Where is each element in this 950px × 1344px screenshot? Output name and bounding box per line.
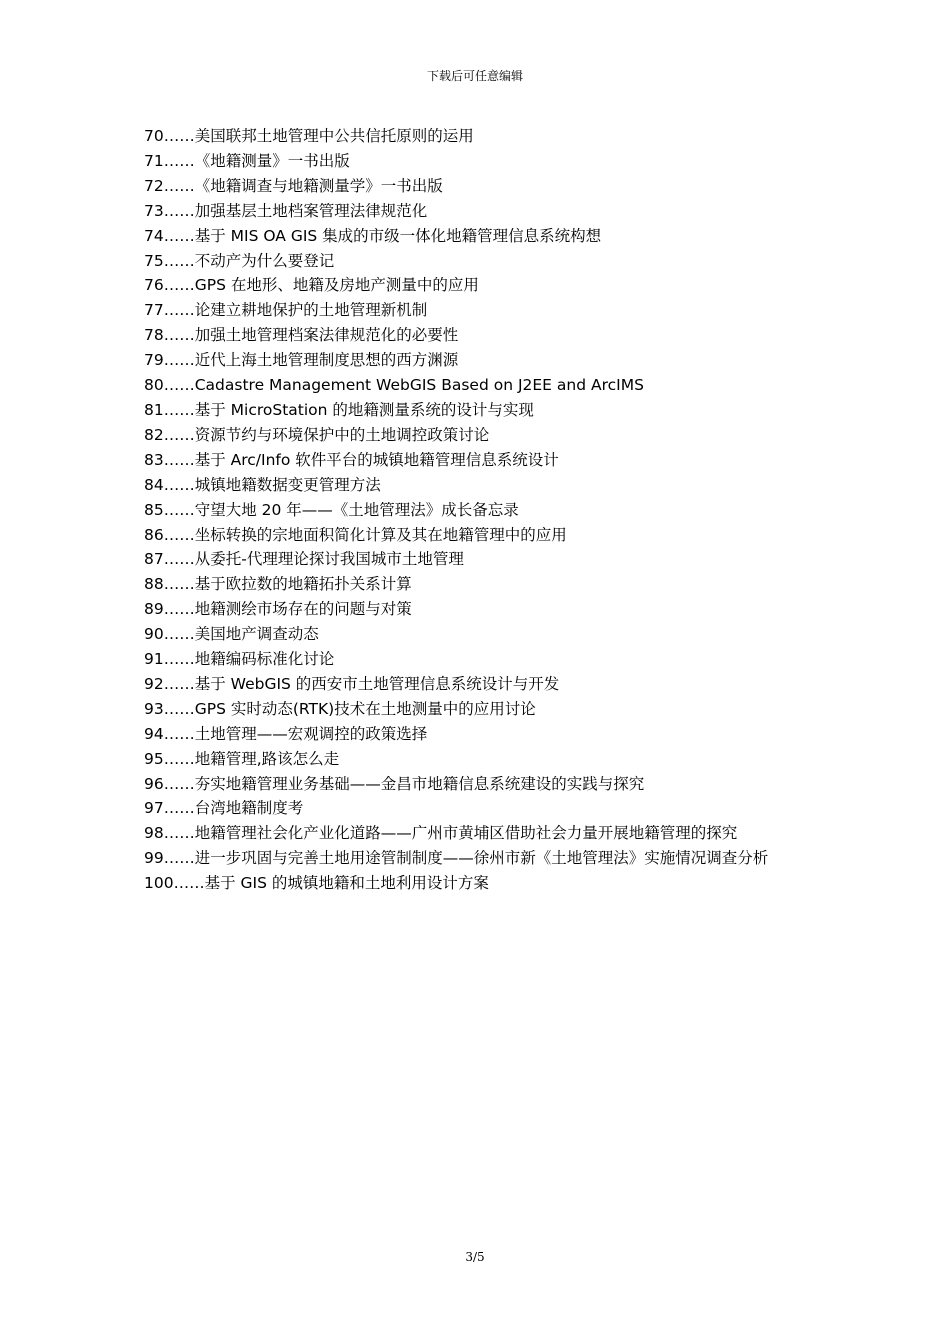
toc-entry: 95……地籍管理,路该怎么走 (144, 749, 340, 768)
page-header: 下载后可任意编辑 (426, 69, 523, 83)
toc-entry: 94……土地管理——宏观调控的政策选择 (144, 724, 428, 743)
toc-entry: 72……《地籍调查与地籍测量学》一书出版 (144, 176, 443, 195)
toc-entry: 70……美国联邦土地管理中公共信托原则的运用 (144, 127, 474, 145)
toc-entry: 81……基于 MicroStation 的地籍测量系统的设计与实现 (144, 400, 534, 419)
toc-list (144, 124, 809, 896)
toc-entry: 78……加强土地管理档案法律规范化的必要性 (144, 326, 459, 345)
toc-entry: 97……台湾地籍制度考 (144, 799, 304, 818)
toc-entry: 99……进一步巩固与完善土地用途管制制度——徐州市新《土地管理法》实施情况调查分析 (144, 849, 769, 868)
toc-entry: 91……地籍编码标准化讨论 (144, 650, 335, 669)
toc-entry: 74……基于 MIS OA GIS 集成的市级一体化地籍管理信息系统构想 (144, 226, 602, 245)
toc-entry: 73……加强基层土地档案管理法律规范化 (144, 201, 428, 220)
toc-entry: 83……基于 Arc/Info 软件平台的城镇地籍管理信息系统设计 (144, 450, 559, 469)
toc-entry: 96……夯实地籍管理业务基础——金昌市地籍信息系统建设的实践与探究 (144, 774, 645, 793)
toc-entry: 84……城镇地籍数据变更管理方法 (144, 475, 381, 494)
toc-entry: 85……守望大地 20 年——《土地管理法》成长备忘录 (144, 500, 519, 519)
toc-entry: 79……近代上海土地管理制度思想的西方渊源 (144, 351, 459, 370)
toc-entry: 80……Cadastre Management WebGIS Based on J2EE and ArcIMS (144, 376, 644, 395)
toc-entry: 92……基于 WebGIS 的西安市土地管理信息系统设计与开发 (144, 674, 560, 693)
toc-entry: 93……GPS 实时动态(RTK)技术在土地测量中的应用讨论 (144, 699, 536, 718)
page-number: 3/5 (465, 1250, 485, 1264)
toc-entry: 89……地籍测绘市场存在的问题与对策 (144, 600, 412, 619)
toc-entry: 82……资源节约与环境保护中的土地调控政策讨论 (144, 425, 490, 444)
toc-entry: 86……坐标转换的宗地面积简化计算及其在地籍管理中的应用 (144, 525, 567, 544)
toc-entry: 88……基于欧拉数的地籍拓扑关系计算 (144, 575, 412, 594)
toc-entry: 100……基于 GIS 的城镇地籍和土地利用设计方案 (144, 874, 489, 893)
toc-entry: 76……GPS 在地形、地籍及房地产测量中的应用 (144, 276, 479, 295)
toc-entry: 77……论建立耕地保护的土地管理新机制 (144, 301, 428, 320)
toc-entry: 75……不动产为什么要登记 (144, 251, 335, 270)
toc-entry: 98……地籍管理社会化产业化道路——广州市黄埔区借助社会力量开展地籍管理的探究 (144, 824, 738, 843)
toc-entry: 71……《地籍测量》一书出版 (144, 151, 350, 170)
toc-entry: 90……美国地产调查动态 (144, 625, 319, 644)
toc-entry: 87……从委托-代理理论探讨我国城市土地管理 (144, 550, 464, 569)
